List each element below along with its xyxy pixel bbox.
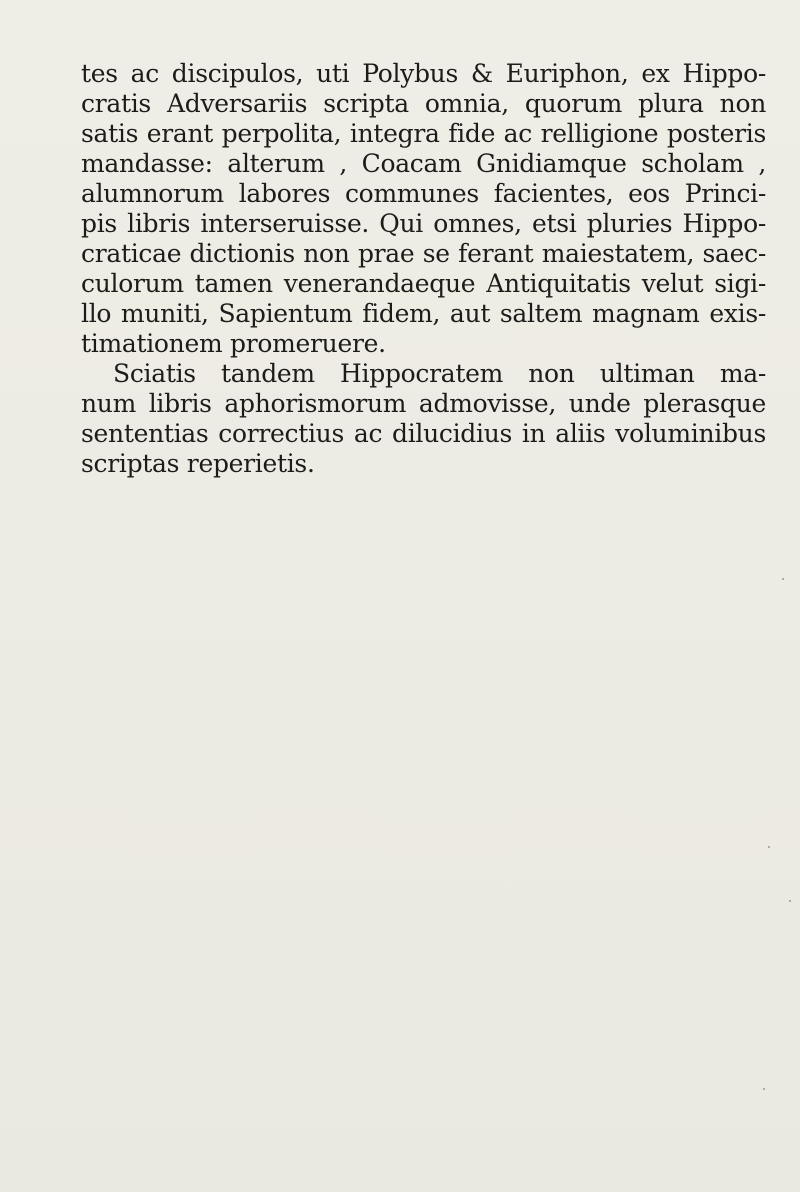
text-line: alumnorum labores communes facientes, eos Princi- [81,179,766,208]
paper-speck [782,578,784,580]
paper-speck [789,900,791,902]
body-text [81,59,766,479]
paper-speck [768,846,770,848]
text-line: tes ac discipulos, uti Polybus & Euriphon, ex Hippo- [81,59,766,88]
paper-speck [763,1088,765,1090]
text-line: mandasse: alterum , Coacam Gnidiamque scholam , [81,149,766,178]
text-line: llo muniti, Sapientum fidem, aut saltem magnam exis- [81,299,766,328]
text-line: satis erant perpolita, integra fide ac relligione posteris [81,119,766,148]
text-line: pis libris interseruisse. Qui omnes, etsi pluries Hippo- [81,209,766,238]
text-line: Sciatis tandem Hippocratem non ultiman ma- [113,359,766,388]
text-line: timationem promeruere. [81,329,386,358]
text-line: num libris aphorismorum admovisse, unde plerasque [81,389,766,418]
text-line: sententias correctius ac dilucidius in aliis voluminibus [81,419,766,448]
text-line: cratis Adversariis scripta omnia, quorum plura non [81,89,766,118]
text-line: craticae dictionis non prae se ferant maiestatem, saec- [81,239,766,268]
text-line: culorum tamen venerandaeque Antiquitatis velut sigi- [81,269,766,298]
text-line: scriptas reperietis. [81,449,315,478]
